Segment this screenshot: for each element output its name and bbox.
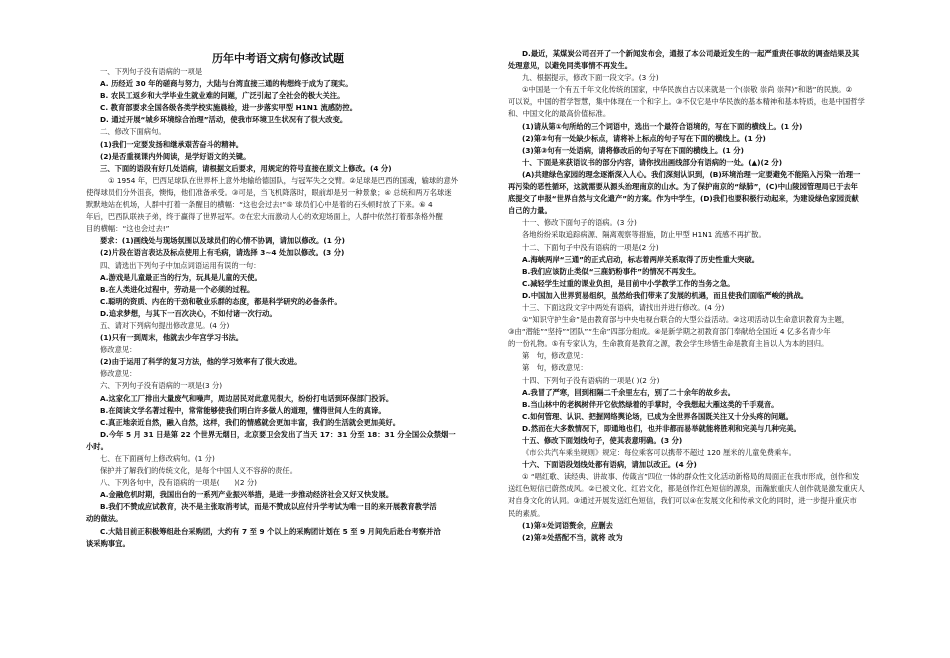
text-line: 底提交了申报“世界自然与文化遗产”的方案。作为中学生，(D)我们也要积极行动起来，为建设绿色家园贡献 — [508, 194, 859, 204]
text-line: ③由“潜能”“坚持”“团队”“生命”四部分组成。④是新学期之初教育部门奉献给全国近 4 亿多名青少年 — [508, 327, 831, 337]
page-title: 历年中考语文病句修改试题 — [212, 52, 344, 65]
text-line: (1)我们一定要发扬和继承艰苦奋斗的精神。 — [100, 139, 244, 149]
text-line: ①中国是一个有五千年文化传统的国家，中华民族自古以来就是一个(崇敬 崇尚 崇拜)“和谐”的民族。② — [522, 85, 853, 95]
text-line: 处理意见，以避免同类事情不再发生。 — [508, 61, 633, 71]
text-line: (2)第②处搭配不当，就将 改为 — [522, 532, 623, 542]
text-line: 使得球员们分外沮丧，懊悔，他们准备承受。③可是，当飞机降落时，眼前却是另一种景象；④ 总统和两万名球迷 — [86, 187, 452, 197]
text-line: 自己的力量。 — [508, 206, 552, 216]
text-line: 再污染的恶性循环，这就需要从源头治理南京的山水。为了保护南京的“绿肺”，(C)中山陵园管理局已于去年 — [508, 182, 858, 192]
text-line: (1)请从第①句所给的三个词语中，选出一个最符合语境的，写在下面的横线上。(1 分) — [522, 121, 803, 131]
text-line: (2)由于运用了科学的复习方法，他的学习效率有了很大改进。 — [100, 357, 302, 367]
text-line: 十三、下面这段文字中两处有语病，请找出并进行修改。(4 分) — [522, 302, 725, 312]
text-line: (2)是否重视课内外阅读，是学好语文的关键。 — [100, 151, 251, 161]
text-line: 年后，巴西队联袂子弟，终于赢得了世界冠军。⑦在宏大而激动人心的欢迎场面上，人群中依然打着那条格外醒 — [86, 212, 443, 222]
text-line: 谈采购事宜。 — [86, 538, 130, 548]
text-line: (3)第③句有一处语病，请将修改后的句子写在下面的横线上。(1 分) — [522, 145, 744, 155]
left-column — [86, 48, 470, 550]
text-line: 十四、下列句子没有语病的一项是( )(2 分) — [522, 375, 660, 385]
text-line: 九、根据提示，修改下面一段文字。(3 分) — [522, 73, 659, 83]
text-line: B.我们不赞成应试教育，决不是主张取消考试，而是不赞成以应付升学考试为唯一目的来开展教育教学活 — [100, 502, 437, 512]
text-line: C.如何管理、认识、把握网络舆论场，已成为全世界各国既关注又十分头疼的问题。 — [522, 411, 793, 421]
text-line: 一、下列句子没有语病的一项是 — [100, 67, 203, 76]
text-line: D.今年 5 月 31 日是第 22 个世界无烟日，北京要卫会发出了当天 17：31 分至 18：31 分全国公众禁烟一 — [100, 429, 456, 439]
text-line: 送红色短信已蔚然成风。②已被文化、红岩文化，都是创作红色短信的源泉，而瀚旅重庆人创作就是激发重庆人 — [508, 484, 865, 494]
text-line: 五、请对下列病句提出修改意见。(4 分) — [100, 320, 230, 330]
text-line: ①“知识守护生命”是由教育部与中央电视台联合的大型公益活动。②这项活动以生命意识教育为主题， — [522, 315, 850, 325]
text-line: (A)共建绿色家园的理念逐渐深入人心。我们深刻认识到，(B)环境治理一定要避免不能陷入污染一治理一 — [522, 169, 861, 179]
right-column — [508, 48, 892, 544]
text-line: D.最近，某煤炭公司召开了一个新闻发布会，通报了本公司最近发生的一起严重责任事故的调查结果及其 — [522, 49, 860, 58]
text-line: 二、修改下面病句。 — [100, 127, 166, 137]
text-line: (2)片段在语言表达及标点使用上有毛病，请选择 3~4 处加以修改。(3 分) — [100, 248, 345, 258]
text-line: 小时。 — [86, 441, 108, 451]
text-line: D.追求梦想，与其下一百次决心，不如付诸一次行动。 — [100, 308, 277, 318]
text-line: D.中国加入世界贸易组织，虽然给我们带来了发展的机遇，而且使我们面临严峻的挑战。 — [522, 290, 809, 300]
text-line: C.减轻学生过重的课业负担，是目前中小学教学工作的当务之急。 — [522, 278, 735, 288]
text-line: 对自身文化的认同。③通过开展发送红色短信，我们可以④在发展文化和传承文化的同时，进一步提升重庆市 — [508, 496, 857, 506]
text-line: 各地纷纷采取追踪病源、隔离观察等措施，防止甲型 H1N1 流感不再扩散。 — [522, 230, 766, 240]
text-line: 《市公共汽车乘坐规则》规定：每位乘客可以携带不超过 120 厘米的儿童免费乘车。 — [522, 448, 796, 458]
text-line: 默默地站在机场，人群中打着一条醒目的横幅：“这也会过去!”⑤ 球员们心中是着的石头顿时放了下来。⑥ 4 — [86, 200, 433, 210]
text-line: A.海峡两岸“三通”的正式启动，标志着两岸关系取得了历史性重大突破。 — [522, 254, 760, 264]
text-line: 七、在下面画句上修改病句。(1 分) — [100, 454, 215, 463]
text-line: B.当山林中的老枫树伴开它依然绿着的手掌时，令我想起大雁这类的千手观音。 — [522, 399, 779, 409]
text-line: 十二、下面句子中没有语病的一项是(2 分) — [522, 242, 659, 252]
text-line: B.在阅读文学名著过程中，常常能够使我们明白许多做人的道理，懂得世间人生的真谛。 — [100, 405, 386, 415]
text-line: 三、下面的语段有好几处语病，请根据文后要求，用规定的符号直接在原文上修改。(4 分) — [100, 163, 392, 173]
text-line: B. 农民工返乡和大学毕业生就业难的问题，广泛引起了全社会的极大关注。 — [100, 91, 345, 101]
text-line: 十一、修改下面句子的语病。(3 分) — [522, 218, 637, 228]
text-line: (1)只有一到周末，他就去少年宫学习书法。 — [100, 333, 244, 343]
text-line: C.大陆目前正积极筹组赴台采购团，大约有 7 至 9 个以上的采购团计划在 5 至 9 月间先后赴台考察并洽 — [100, 526, 441, 536]
text-line: ① “唱红歌、读经典、讲故事、传箴言”四位一体的群众性文化活动新格局的局面正在我市形成，创作和发 — [522, 472, 860, 482]
text-line: 要求：(1)画线处与现场氛围以及球员们的心情不协调，请加以修改。(1 分) — [100, 236, 345, 246]
text-line: ① 1954 年，巴西足球队在世界杯上意外地输给德国队，与冠军失之交臂。②足球是巴西的国魂，输球的意外 — [108, 175, 459, 185]
text-line: B.在人类进化过程中，劳动是一个必须的过程。 — [100, 284, 255, 294]
text-line: (1)第①处词语赘余，应删去 — [522, 520, 613, 530]
text-line: 和、中国文化的最高价值标准。 — [508, 109, 611, 119]
text-line: C. 教育部要求全国各级各类学校实施晨检，进一步落实甲型 H1N1 流感防控。 — [100, 103, 358, 113]
text-line: 动的做法。 — [86, 514, 123, 524]
text-line: (2)第②句有一处缺少标点，请将补上标点的句子写在下面的横线上。(1 分) — [522, 133, 766, 143]
text-line: A. 历经近 30 年的磋商与努力，大陆与台湾直接三通的构想终于成为了现实。 — [100, 79, 353, 89]
text-line: A.游戏是儿童最正当的行为，玩具是儿童的天使。 — [100, 272, 262, 282]
text-line: A.金融危机时期，我国出台的一系列产业振兴举措，是进一步推动经济社会又好又快发展。 — [100, 490, 394, 500]
text-line: 八、下列各句中，没有语病的一项是( )(2 分) — [100, 478, 257, 488]
text-line: 修改意见： — [100, 369, 137, 379]
text-line: D.然而在大多数情况下，即通地也们，也并非都而易举就能将胜利和完美与几种完美。 — [522, 423, 801, 433]
text-line: 四、请选出下列句子中加点词语运用有误的一句： — [100, 260, 261, 270]
text-line: 十、下面是来获语议书的部分内容，请你找出画线部分有语病的一处。(▲)(2 分) — [522, 157, 783, 167]
text-line: 的一份礼物。⑤有专家认为，生命教育是教育之源，教会学生珍惜生命是教育主旨以人为本的回归。 — [508, 339, 829, 349]
text-line: A.我冒了严寒，回到相隔二千余里左右，别了二十余年的故乡去。 — [522, 387, 735, 397]
text-line: B.我们应该防止类似“三鹿奶粉事件”的情况不再发生。 — [522, 266, 701, 276]
text-line: 保护并了解我们的传统文化，是每个中国人义不容辞的责任。 — [100, 466, 298, 476]
text-line: 民的素质。 — [508, 508, 545, 518]
text-line: 十六、下面语段划线处都有语病，请加以改正。(4 分) — [522, 460, 697, 470]
text-line: A.这家化工厂排出大量废气和噪声，周边居民对此意见很大，纷纷打电话到环保部门投诉。 — [100, 393, 394, 403]
text-line: 十五、修改下面划线句子，使其表意明确。(3 分) — [522, 436, 683, 445]
text-line: 目的横幅：“这也会过去!” — [86, 224, 170, 234]
text-line: 可以说，中国的哲学智慧，集中体现在一个和字上。③不仅它是中华民族的基本精神和基本特质，也是中国哲学 — [508, 97, 865, 107]
text-line: D. 通过开展“城乡环境综合治理”活动，使我市环境卫生状况有了很大改变。 — [100, 115, 348, 125]
text-line: C.真正地亲近自然，融入自然，这样，我们的情感就会更加丰富，我们的生活就会更加美好。 — [100, 417, 400, 427]
text-line: 第 句，修改意见： — [522, 351, 588, 361]
text-line: 第 句，修改意见： — [522, 363, 588, 373]
text-line: 修改意见： — [100, 345, 137, 355]
text-line: 六、下列句子没有语病的一项是(3 分) — [100, 381, 223, 391]
text-line: C.聪明的资质、内在的干劲和敬业乐群的态度，都是科学研究的必备条件。 — [100, 296, 342, 306]
